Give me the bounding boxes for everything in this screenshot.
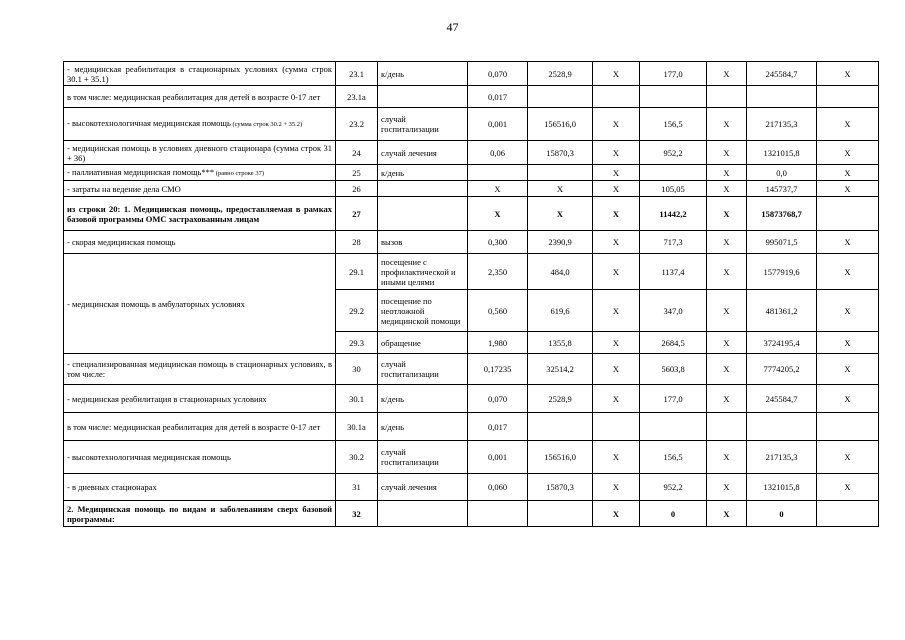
value-cell: 0,070 [468, 385, 528, 413]
value-cell: 995071,5 [747, 231, 817, 254]
value-cell: 2390,9 [528, 231, 593, 254]
row-name [64, 501, 336, 527]
x-cell: X [593, 62, 640, 86]
table-row [64, 441, 879, 474]
x-cell: X [817, 290, 879, 332]
value-cell: 0,017 [468, 413, 528, 441]
value-cell: 2528,9 [528, 385, 593, 413]
row-name-text: 2. Медицинская помощь по видам и заболеваниям сверх базовой программы: [67, 503, 332, 524]
unit-cell: случай лечения [378, 474, 468, 501]
x-cell: X [817, 332, 879, 354]
table-row [64, 108, 879, 141]
row-number: 30 [336, 354, 378, 385]
x-cell: X [707, 332, 747, 354]
row-name-text: - высокотехнологичная медицинская помощь [67, 118, 231, 128]
table-row [64, 86, 879, 108]
x-cell [593, 413, 640, 441]
x-cell: X [817, 62, 879, 86]
financing-table [63, 61, 879, 527]
row-name [64, 108, 336, 141]
value-cell: 0,560 [468, 290, 528, 332]
x-cell: X [707, 441, 747, 474]
x-cell: X [593, 165, 640, 181]
value-cell: 484,0 [528, 254, 593, 290]
x-cell: X [817, 354, 879, 385]
value-cell: 2684,5 [640, 332, 707, 354]
x-cell: X [707, 474, 747, 501]
x-cell: X [593, 385, 640, 413]
value-cell: 245584,7 [747, 62, 817, 86]
x-cell: X [593, 231, 640, 254]
value-cell: 1137,4 [640, 254, 707, 290]
x-cell [593, 86, 640, 108]
x-cell: X [707, 62, 747, 86]
value-cell: 32514,2 [528, 354, 593, 385]
value-cell: 481361,2 [747, 290, 817, 332]
x-cell: X [707, 501, 747, 527]
unit-cell: случай госпитализации [378, 354, 468, 385]
x-cell: X [817, 108, 879, 141]
value-cell: 0,060 [468, 474, 528, 501]
unit-cell: к/день [378, 385, 468, 413]
unit-cell: к/день [378, 165, 468, 181]
row-number: 25 [336, 165, 378, 181]
value-cell [747, 413, 817, 441]
x-cell: X [817, 181, 879, 197]
x-cell [817, 501, 879, 527]
value-cell: X [528, 181, 593, 197]
value-cell: 177,0 [640, 62, 707, 86]
value-cell: 1321015,8 [747, 474, 817, 501]
row-name [64, 231, 336, 254]
x-cell: X [707, 197, 747, 231]
x-cell: X [593, 141, 640, 165]
row-name-text: - специализированная медицинская помощь в стационарных условиях, в том числе: [67, 359, 332, 379]
value-cell: 717,3 [640, 231, 707, 254]
unit-cell: вызов [378, 231, 468, 254]
row-number: 23.1а [336, 86, 378, 108]
row-name [64, 354, 336, 385]
value-cell: 347,0 [640, 290, 707, 332]
unit-cell [378, 181, 468, 197]
x-cell: X [817, 474, 879, 501]
row-name: - медицинская помощь в амбулаторных условиях [64, 254, 336, 354]
value-cell [640, 165, 707, 181]
row-name-note: (сумма строк 30.2 + 35.2) [230, 121, 303, 128]
value-cell: 156,5 [640, 441, 707, 474]
row-name-note: (равно строке 37) [214, 169, 264, 177]
x-cell: X [593, 441, 640, 474]
row-name [64, 197, 336, 231]
table-row [64, 254, 879, 290]
value-cell: 15873768,7 [747, 197, 817, 231]
x-cell: X [707, 165, 747, 181]
x-cell: X [707, 254, 747, 290]
value-cell: 5603,8 [640, 354, 707, 385]
value-cell: 619,6 [528, 290, 593, 332]
unit-cell: посещение с профилактической и иными целями [378, 254, 468, 290]
value-cell: 3724195,4 [747, 332, 817, 354]
unit-cell: обращение [378, 332, 468, 354]
x-cell: X [593, 474, 640, 501]
row-name-text: - высокотехнологичная медицинская помощь [67, 452, 231, 462]
row-name-text: - паллиативная медицинская помощь*** [67, 166, 215, 177]
x-cell: X [707, 181, 747, 197]
unit-cell [378, 197, 468, 231]
row-number: 24 [336, 141, 378, 165]
x-cell [817, 197, 879, 231]
value-cell [528, 86, 593, 108]
row-name [64, 474, 336, 501]
table-row [64, 165, 879, 181]
row-number: 31 [336, 474, 378, 501]
row-name-text: - затраты на ведение дела СМО [67, 183, 181, 194]
unit-cell: к/день [378, 413, 468, 441]
row-name-text: в том числе: медицинская реабилитация для детей в возрасте 0-17 лет [67, 91, 321, 102]
row-name [64, 141, 336, 165]
value-cell: 156516,0 [528, 441, 593, 474]
row-number: 30.1 [336, 385, 378, 413]
value-cell: 105,05 [640, 181, 707, 197]
value-cell: 156516,0 [528, 108, 593, 141]
value-cell: 2528,9 [528, 62, 593, 86]
table-row [64, 501, 879, 527]
value-cell: 1,980 [468, 332, 528, 354]
row-name [64, 441, 336, 474]
value-cell: 0,06 [468, 141, 528, 165]
value-cell: 0,017 [468, 86, 528, 108]
x-cell: X [593, 290, 640, 332]
value-cell: X [468, 181, 528, 197]
table-row [64, 385, 879, 413]
x-cell: X [707, 141, 747, 165]
value-cell: X [528, 197, 593, 231]
x-cell: X [593, 197, 640, 231]
x-cell: X [817, 141, 879, 165]
row-name [64, 86, 336, 108]
row-name [64, 385, 336, 413]
value-cell [528, 501, 593, 527]
value-cell: 217135,3 [747, 108, 817, 141]
row-number: 26 [336, 181, 378, 197]
row-name-text: - медицинская помощь в условиях дневного стационара (сумма строк 31 + 36) [67, 142, 332, 163]
x-cell: X [817, 165, 879, 181]
value-cell: 952,2 [640, 141, 707, 165]
x-cell [817, 413, 879, 441]
value-cell: 0 [747, 501, 817, 527]
row-name-text: из строки 20: 1. Медицинская помощь, предоставляемая в рамках базовой программы ОМС застрахованным лицам [67, 203, 332, 224]
row-number: 23.2 [336, 108, 378, 141]
table-row [64, 354, 879, 385]
value-cell: 177,0 [640, 385, 707, 413]
x-cell: X [593, 254, 640, 290]
x-cell: X [707, 385, 747, 413]
row-name [64, 165, 336, 181]
value-cell [640, 86, 707, 108]
row-name-text: в том числе: медицинская реабилитация для детей в возрасте 0-17 лет [67, 421, 321, 432]
value-cell: 1321015,8 [747, 141, 817, 165]
value-cell [468, 501, 528, 527]
x-cell [707, 413, 747, 441]
table-row [64, 474, 879, 501]
x-cell: X [593, 501, 640, 527]
x-cell: X [707, 108, 747, 141]
row-name-text: - медицинская реабилитация в стационарных условиях [67, 393, 267, 404]
row-name-text: - скорая медицинская помощь [67, 237, 176, 247]
value-cell: 1577919,6 [747, 254, 817, 290]
x-cell [707, 86, 747, 108]
x-cell: X [593, 181, 640, 197]
x-cell: X [817, 385, 879, 413]
row-number: 23.1 [336, 62, 378, 86]
row-name [64, 62, 336, 86]
value-cell: 0,001 [468, 441, 528, 474]
value-cell: X [468, 197, 528, 231]
row-name-text: - в дневных стационарах [67, 482, 157, 492]
value-cell: 0,070 [468, 62, 528, 86]
value-cell: 15870,3 [528, 474, 593, 501]
unit-cell: случай лечения [378, 141, 468, 165]
row-name [64, 181, 336, 197]
unit-cell: случай госпитализации [378, 108, 468, 141]
x-cell: X [817, 231, 879, 254]
row-number: 29.3 [336, 332, 378, 354]
value-cell [528, 413, 593, 441]
value-cell: 952,2 [640, 474, 707, 501]
x-cell: X [817, 254, 879, 290]
table-row [64, 141, 879, 165]
value-cell: 7774205,2 [747, 354, 817, 385]
value-cell: 15870,3 [528, 141, 593, 165]
row-name [64, 413, 336, 441]
value-cell: 0,300 [468, 231, 528, 254]
row-number: 30.1а [336, 413, 378, 441]
value-cell: 2,350 [468, 254, 528, 290]
x-cell: X [707, 290, 747, 332]
value-cell: 156,5 [640, 108, 707, 141]
unit-cell [378, 86, 468, 108]
table-row [64, 413, 879, 441]
table-row [64, 62, 879, 86]
x-cell: X [593, 332, 640, 354]
value-cell [528, 165, 593, 181]
x-cell: X [707, 231, 747, 254]
row-number: 32 [336, 501, 378, 527]
unit-cell: к/день [378, 62, 468, 86]
x-cell: X [707, 354, 747, 385]
unit-cell: случай госпитализации [378, 441, 468, 474]
table-row [64, 181, 879, 197]
x-cell [817, 86, 879, 108]
value-cell: 145737,7 [747, 181, 817, 197]
value-cell: 0,0 [747, 165, 817, 181]
unit-cell [378, 501, 468, 527]
value-cell [640, 413, 707, 441]
page-number: 47 [446, 20, 459, 34]
value-cell: 0 [640, 501, 707, 527]
x-cell: X [593, 354, 640, 385]
row-number: 30.2 [336, 441, 378, 474]
value-cell: 1355,8 [528, 332, 593, 354]
value-cell [747, 86, 817, 108]
table-row [64, 197, 879, 231]
row-number: 29.2 [336, 290, 378, 332]
table-row [64, 231, 879, 254]
value-cell: 11442,2 [640, 197, 707, 231]
row-number: 27 [336, 197, 378, 231]
row-name-text: - медицинская реабилитация в стационарных условиях (сумма строк 30.1 + 35.1) [67, 63, 332, 84]
value-cell: 245584,7 [747, 385, 817, 413]
x-cell: X [817, 441, 879, 474]
unit-cell: посещение по неотложной медицинской помощи [378, 290, 468, 332]
value-cell [468, 165, 528, 181]
value-cell: 0,17235 [468, 354, 528, 385]
value-cell: 217135,3 [747, 441, 817, 474]
row-number: 29.1 [336, 254, 378, 290]
value-cell: 0,001 [468, 108, 528, 141]
x-cell: X [593, 108, 640, 141]
row-number: 28 [336, 231, 378, 254]
